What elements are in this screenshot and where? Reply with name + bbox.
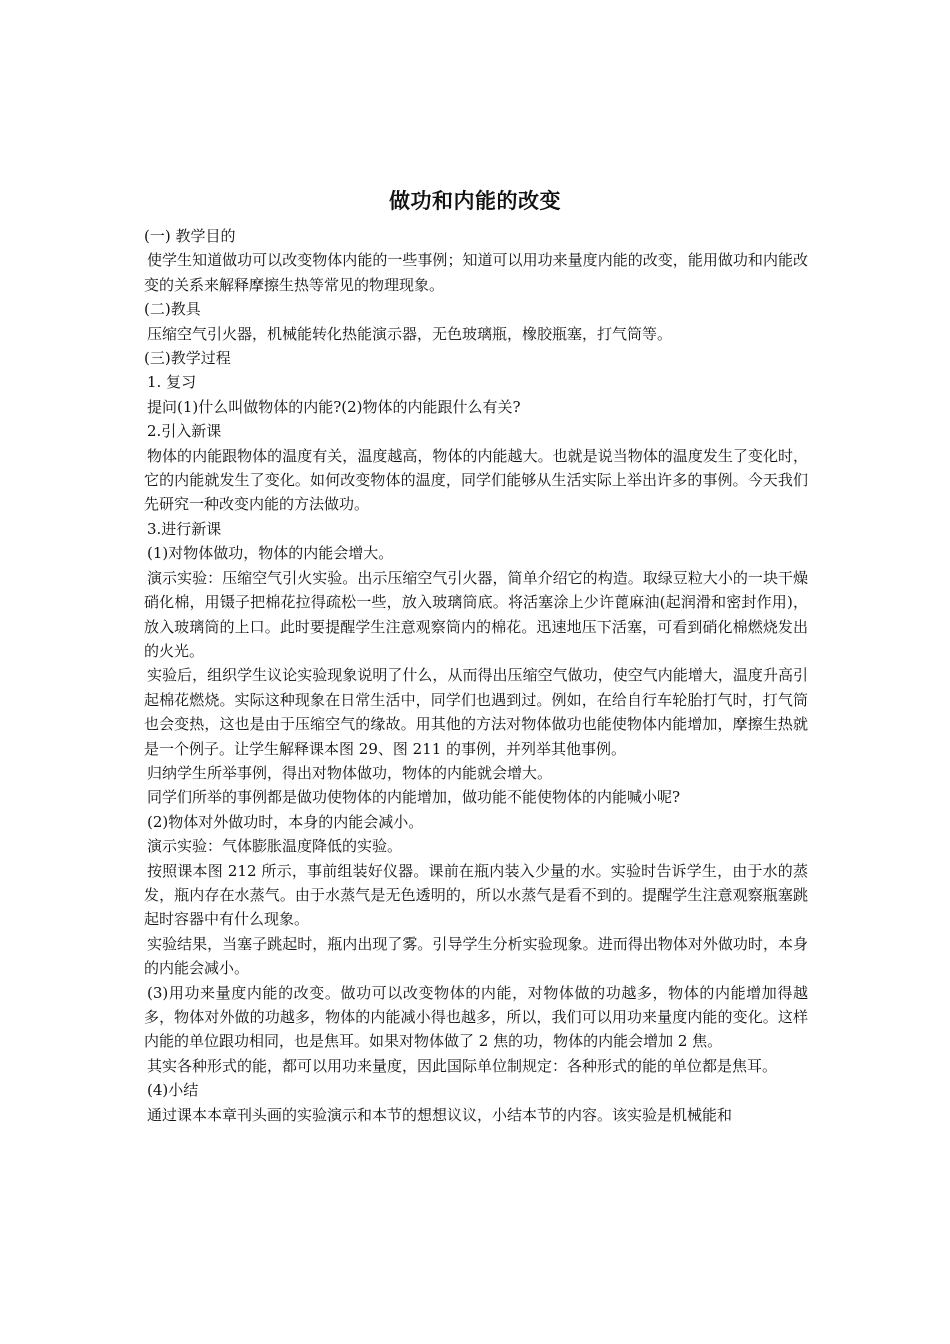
- section-heading-teaching-aids: (二)教具: [144, 300, 201, 319]
- demo-experiment-expansion: 演示实验：气体膨胀温度降低的实验。: [147, 837, 403, 856]
- objectives-paragraph: 使学生知道做功可以改变物体内能的一些事例；知道可以用功来量度内能的改变，能用做功和内能改变的关系来解释摩擦生热等常见的物理现象。: [144, 251, 808, 294]
- section-heading-teaching-process: (三)教学过程: [144, 349, 231, 368]
- summary-examples: 归纳学生所举事例，得出对物体做功，物体的内能就会增大。: [147, 763, 553, 782]
- point-3-paragraph: (3)用功来量度内能的改变。做功可以改变物体的内能，对物体做的功越多，物体的内能增加得越多，物体对外做的功越多，物体的内能减小得也越多，所以，我们可以用功来量度内能的变化。这样内能的单位跟功相同，也是焦耳。如果对物体做了 2 焦的功，物体的内能会增加 2 焦。: [144, 983, 808, 1051]
- subheading-review: 1. 复习: [147, 373, 197, 392]
- section-heading-objectives: (一) 教学目的: [144, 227, 236, 245]
- point-4-heading: (4)小结: [147, 1081, 199, 1100]
- energy-unit-paragraph: 其实各种形式的能，都可以用功来量度，因此国际单位制规定：各种形式的能的单位都是焦耳。: [147, 1056, 778, 1075]
- review-question: 提问(1)什么叫做物体的内能?(2)物体的内能跟什么有关?: [147, 397, 521, 416]
- point-2-heading: (2)物体对外做功时，本身的内能会减小。: [147, 812, 424, 831]
- subheading-introduce-lesson: 2.引入新课: [147, 422, 222, 441]
- summary-paragraph: 通过课本本章刊头画的实验演示和本节的想想议议，小结本节的内容。该实验是机械能和: [147, 1105, 733, 1124]
- expansion-result-paragraph: 实验结果，当塞子跳起时，瓶内出现了雾。引导学生分析实验现象。进而得出物体对外做功时，本身的内能会减小。: [144, 934, 808, 978]
- document-body: [144, 224, 808, 1127]
- post-experiment-discussion: 实验后，组织学生议论实验现象说明了什么，从而得出压缩空气做功，使空气内能增大，温度升高引起棉花燃烧。实际这种现象在日常生活中，同学们也遇到过。例如，在给自行车轮胎打气时，打气筒也会变热，这也是由于压缩空气的缘故。用其他的方法对物体做功也能使物体内能增加，摩擦生热就是一个例子。让学生解释课本图 29、图 211 的事例，并列举其他事例。: [144, 666, 808, 758]
- teaching-aids-paragraph: 压缩空气引火器，机械能转化热能演示器，无色玻璃瓶，橡胶瓶塞，打气筒等。: [147, 324, 673, 343]
- point-1-heading: (1)对物体做功，物体的内能会增大。: [147, 544, 394, 563]
- document-title: 做功和内能的改变: [389, 189, 561, 213]
- introduction-paragraph: 物体的内能跟物体的温度有关，温度越高，物体的内能越大。也就是说当物体的温度发生了变化时，它的内能就发生了变化。如何改变物体的温度，同学们能够从生活实际上举出许多的事例。今天我们先研究一种改变内能的方法做功。: [144, 446, 808, 514]
- expansion-setup-paragraph: 按照课本图 212 所示，事前组装好仪器。课前在瓶内装入少量的水。实验时告诉学生，由于水的蒸发，瓶内存在水蒸气。由于水蒸气是无色透明的，所以水蒸气是看不到的。提醒学生注意观察瓶塞跳起时容器中有什么现象。: [144, 861, 808, 929]
- transition-question: 同学们所举的事例都是做功使物体的内能增加，做功能不能使物体的内能喊小呢?: [147, 788, 681, 807]
- subheading-new-lesson: 3.进行新课: [147, 519, 222, 538]
- demo-experiment-compression: 演示实验：压缩空气引火实验。出示压缩空气引火器，简单介绍它的构造。取绿豆粒大小的一块干燥硝化棉，用镊子把棉花拉得疏松一些，放入玻璃筒底。将活塞涂上少许蓖麻油(起润滑和密封作用)，放入玻璃筒的上口。此时要提醒学生注意观察筒内的棉花。迅速地压下活塞，可看到硝化棉燃烧发出的火光。: [144, 568, 808, 660]
